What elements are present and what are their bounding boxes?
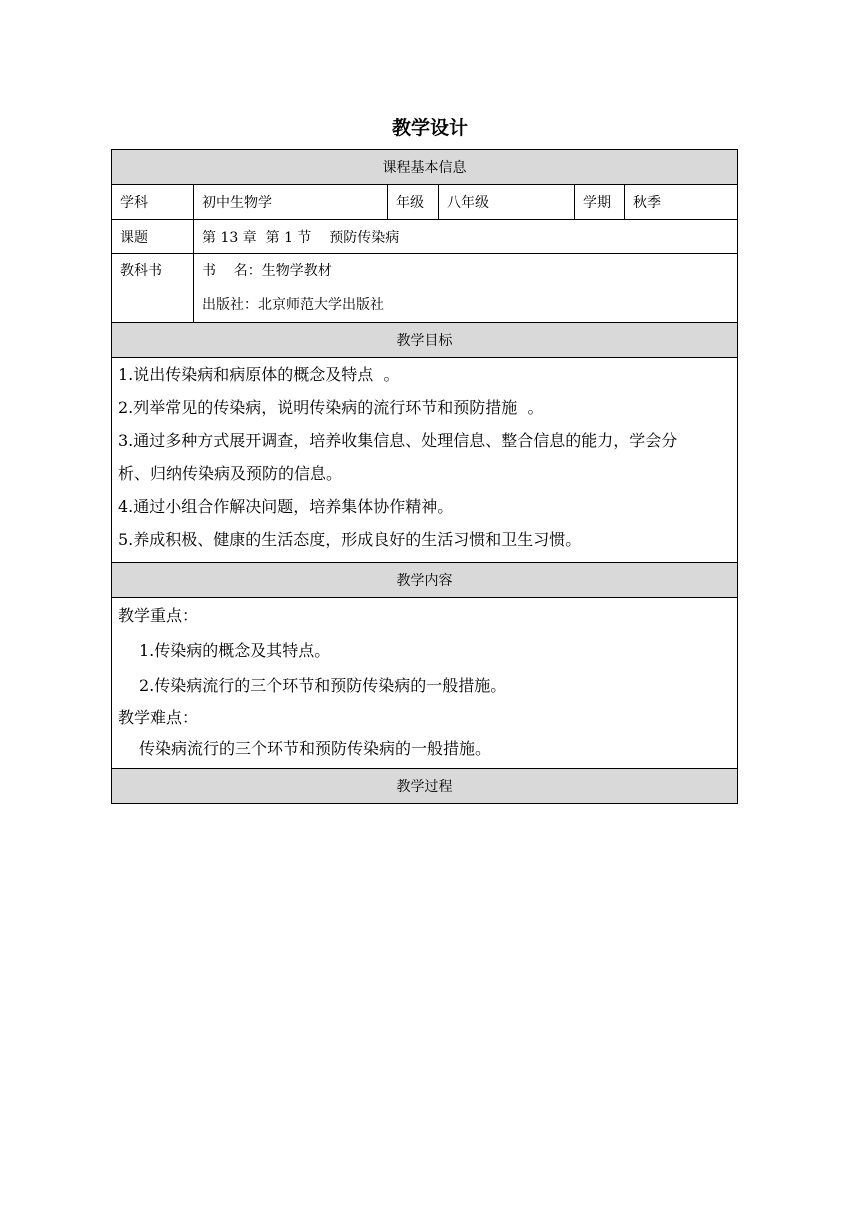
key-points-label: 教学重点： — [118, 606, 199, 625]
objective-3-cont: 析、归纳传染病及预防的信息。 — [118, 464, 343, 483]
section-objectives-header: 教学目标 — [112, 323, 738, 358]
textbook-info — [194, 254, 738, 323]
objectives-list — [112, 358, 738, 563]
grade-value: 八年级 — [439, 185, 575, 220]
objective-5: 5.养成积极、健康的生活态度，形成良好的生活习惯和卫生习惯。 — [118, 530, 582, 549]
subject-label: 学科 — [112, 185, 194, 220]
section-process-header: 教学过程 — [112, 769, 738, 804]
section-content-header: 教学内容 — [112, 563, 738, 598]
difficulty-label: 教学难点： — [118, 708, 199, 727]
teaching-content — [112, 598, 738, 769]
document-title: 教学设计 — [391, 117, 468, 139]
lesson-plan-table — [111, 149, 738, 804]
objective-2: 2.列举常见的传染病，说明传染病的流行环节和预防措施 。 — [118, 398, 544, 417]
objective-3: 3.通过多种方式展开调查，培养收集信息、处理信息、整合信息的能力，学会分 — [118, 431, 678, 450]
term-label: 学期 — [575, 185, 625, 220]
difficulty-text: 传染病流行的三个环节和预防传染病的一般措施。 — [139, 739, 492, 758]
grade-label: 年级 — [388, 185, 439, 220]
textbook-label: 教科书 — [112, 254, 194, 323]
term-value: 秋季 — [625, 185, 738, 220]
topic-value: 第 13 章 第 1 节 预防传染病 — [194, 220, 738, 254]
publisher: 出版社：北京师范大学出版社 — [202, 297, 384, 313]
topic-label: 课题 — [112, 220, 194, 254]
key-point-2: 2.传染病流行的三个环节和预防传染病的一般措施。 — [139, 676, 507, 695]
subject-value: 初中生物学 — [194, 185, 388, 220]
book-name: 书 名：生物学教材 — [202, 263, 332, 279]
key-point-1: 1.传染病的概念及其特点。 — [139, 641, 331, 660]
section-basic-info-header: 课程基本信息 — [112, 150, 738, 185]
objective-4: 4.通过小组合作解决问题，培养集体协作精神。 — [118, 497, 454, 516]
objective-1: 1.说出传染病和病原体的概念及特点 。 — [118, 365, 400, 384]
